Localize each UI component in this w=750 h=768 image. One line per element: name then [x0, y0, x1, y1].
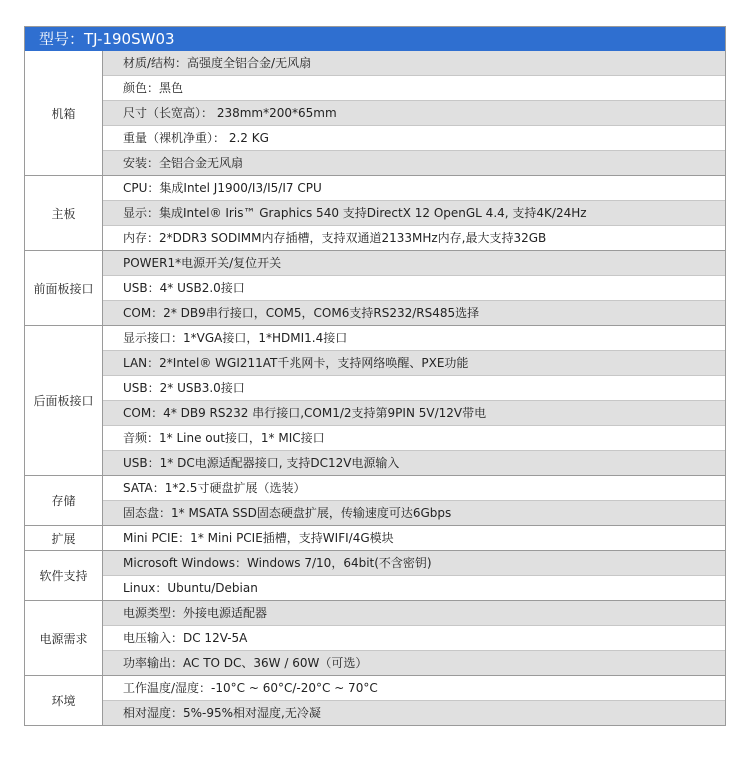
spec-group — [25, 250, 725, 325]
spec-row: 相对湿度：5%-95%相对湿度,无冷凝 — [103, 700, 725, 725]
category-label: 主板 — [25, 176, 103, 250]
category-label: 软件支持 — [25, 551, 103, 600]
spec-row: USB：1* DC电源适配器接口, 支持DC12V电源输入 — [103, 450, 725, 475]
spec-groups — [25, 51, 725, 725]
spec-table — [24, 26, 726, 726]
category-label: 机箱 — [25, 51, 103, 175]
spec-row: 材质/结构：高强度全铝合金/无风扇 — [103, 51, 725, 75]
spec-rows — [103, 51, 725, 175]
category-label: 前面板接口 — [25, 251, 103, 325]
spec-rows — [103, 601, 725, 675]
category-label: 存储 — [25, 476, 103, 525]
category-label: 扩展 — [25, 526, 103, 550]
spec-row: LAN：2*Intel® WGI211AT千兆网卡，支持网络唤醒、PXE功能 — [103, 350, 725, 375]
spec-row: 尺寸（长宽高）： 238mm*200*65mm — [103, 100, 725, 125]
spec-row: 功率输出：AC TO DC、36W / 60W（可选） — [103, 650, 725, 675]
spec-row: 电压输入：DC 12V-5A — [103, 625, 725, 650]
spec-row: 内存：2*DDR3 SODIMM内存插槽，支持双通道2133MHz内存,最大支持32GB — [103, 225, 725, 250]
spec-row: Mini PCIE：1* Mini PCIE插槽，支持WIFI/4G模块 — [123, 531, 394, 545]
spec-group — [25, 525, 725, 550]
spec-row: 显示：集成Intel® Iris™ Graphics 540 支持DirectX 12 OpenGL 4.4, 支持4K/24Hz — [103, 200, 725, 225]
spec-row: 颜色：黑色 — [103, 75, 725, 100]
spec-row: SATA：1*2.5寸硬盘扩展（选装） — [123, 481, 306, 495]
spec-group — [25, 550, 725, 600]
category-label: 电源需求 — [25, 601, 103, 675]
spec-row: 重量（裸机净重）： 2.2 KG — [103, 125, 725, 150]
spec-row: COM：4* DB9 RS232 串行接口,COM1/2支持第9PIN 5V/12V带电 — [103, 400, 725, 425]
spec-group — [25, 475, 725, 525]
spec-rows — [103, 526, 725, 550]
spec-group — [25, 51, 725, 175]
spec-row: 电源类型：外接电源适配器 — [103, 601, 725, 625]
spec-row: 音频：1* Line out接口，1* MIC接口 — [103, 425, 725, 450]
spec-group — [25, 175, 725, 250]
spec-rows — [103, 176, 725, 250]
spec-row: USB：2* USB3.0接口 — [103, 375, 725, 400]
spec-rows — [103, 476, 725, 525]
spec-row: Microsoft Windows：Windows 7/10，64bit(不含密钥) — [103, 551, 725, 575]
spec-row: 固态盘：1* MSATA SSD固态硬盘扩展，传输速度可达6Gbps — [103, 500, 725, 525]
spec-group — [25, 675, 725, 725]
category-label: 环境 — [25, 676, 103, 725]
category-label: 后面板接口 — [25, 326, 103, 475]
spec-row: COM：2* DB9串行接口，COM5，COM6支持RS232/RS485选择 — [103, 300, 725, 325]
spec-row: 工作温度/湿度：-10°C ~ 60°C/-20°C ~ 70°C — [123, 681, 378, 695]
model-title: 型号：TJ-190SW03 — [25, 27, 725, 51]
spec-row: USB：4* USB2.0接口 — [103, 275, 725, 300]
spec-row: 显示接口：1*VGA接口，1*HDMI1.4接口 — [123, 331, 348, 345]
spec-group — [25, 325, 725, 475]
spec-rows — [103, 551, 725, 600]
spec-row: 安装：全铝合金无风扇 — [103, 150, 725, 175]
spec-rows — [103, 326, 725, 475]
spec-rows — [103, 676, 725, 725]
spec-row: CPU：集成Intel J1900/I3/I5/I7 CPU — [123, 181, 322, 195]
spec-row: Linux：Ubuntu/Debian — [103, 575, 725, 600]
spec-row: POWER1*电源开关/复位开关 — [103, 251, 725, 275]
spec-group — [25, 600, 725, 675]
spec-rows — [103, 251, 725, 325]
